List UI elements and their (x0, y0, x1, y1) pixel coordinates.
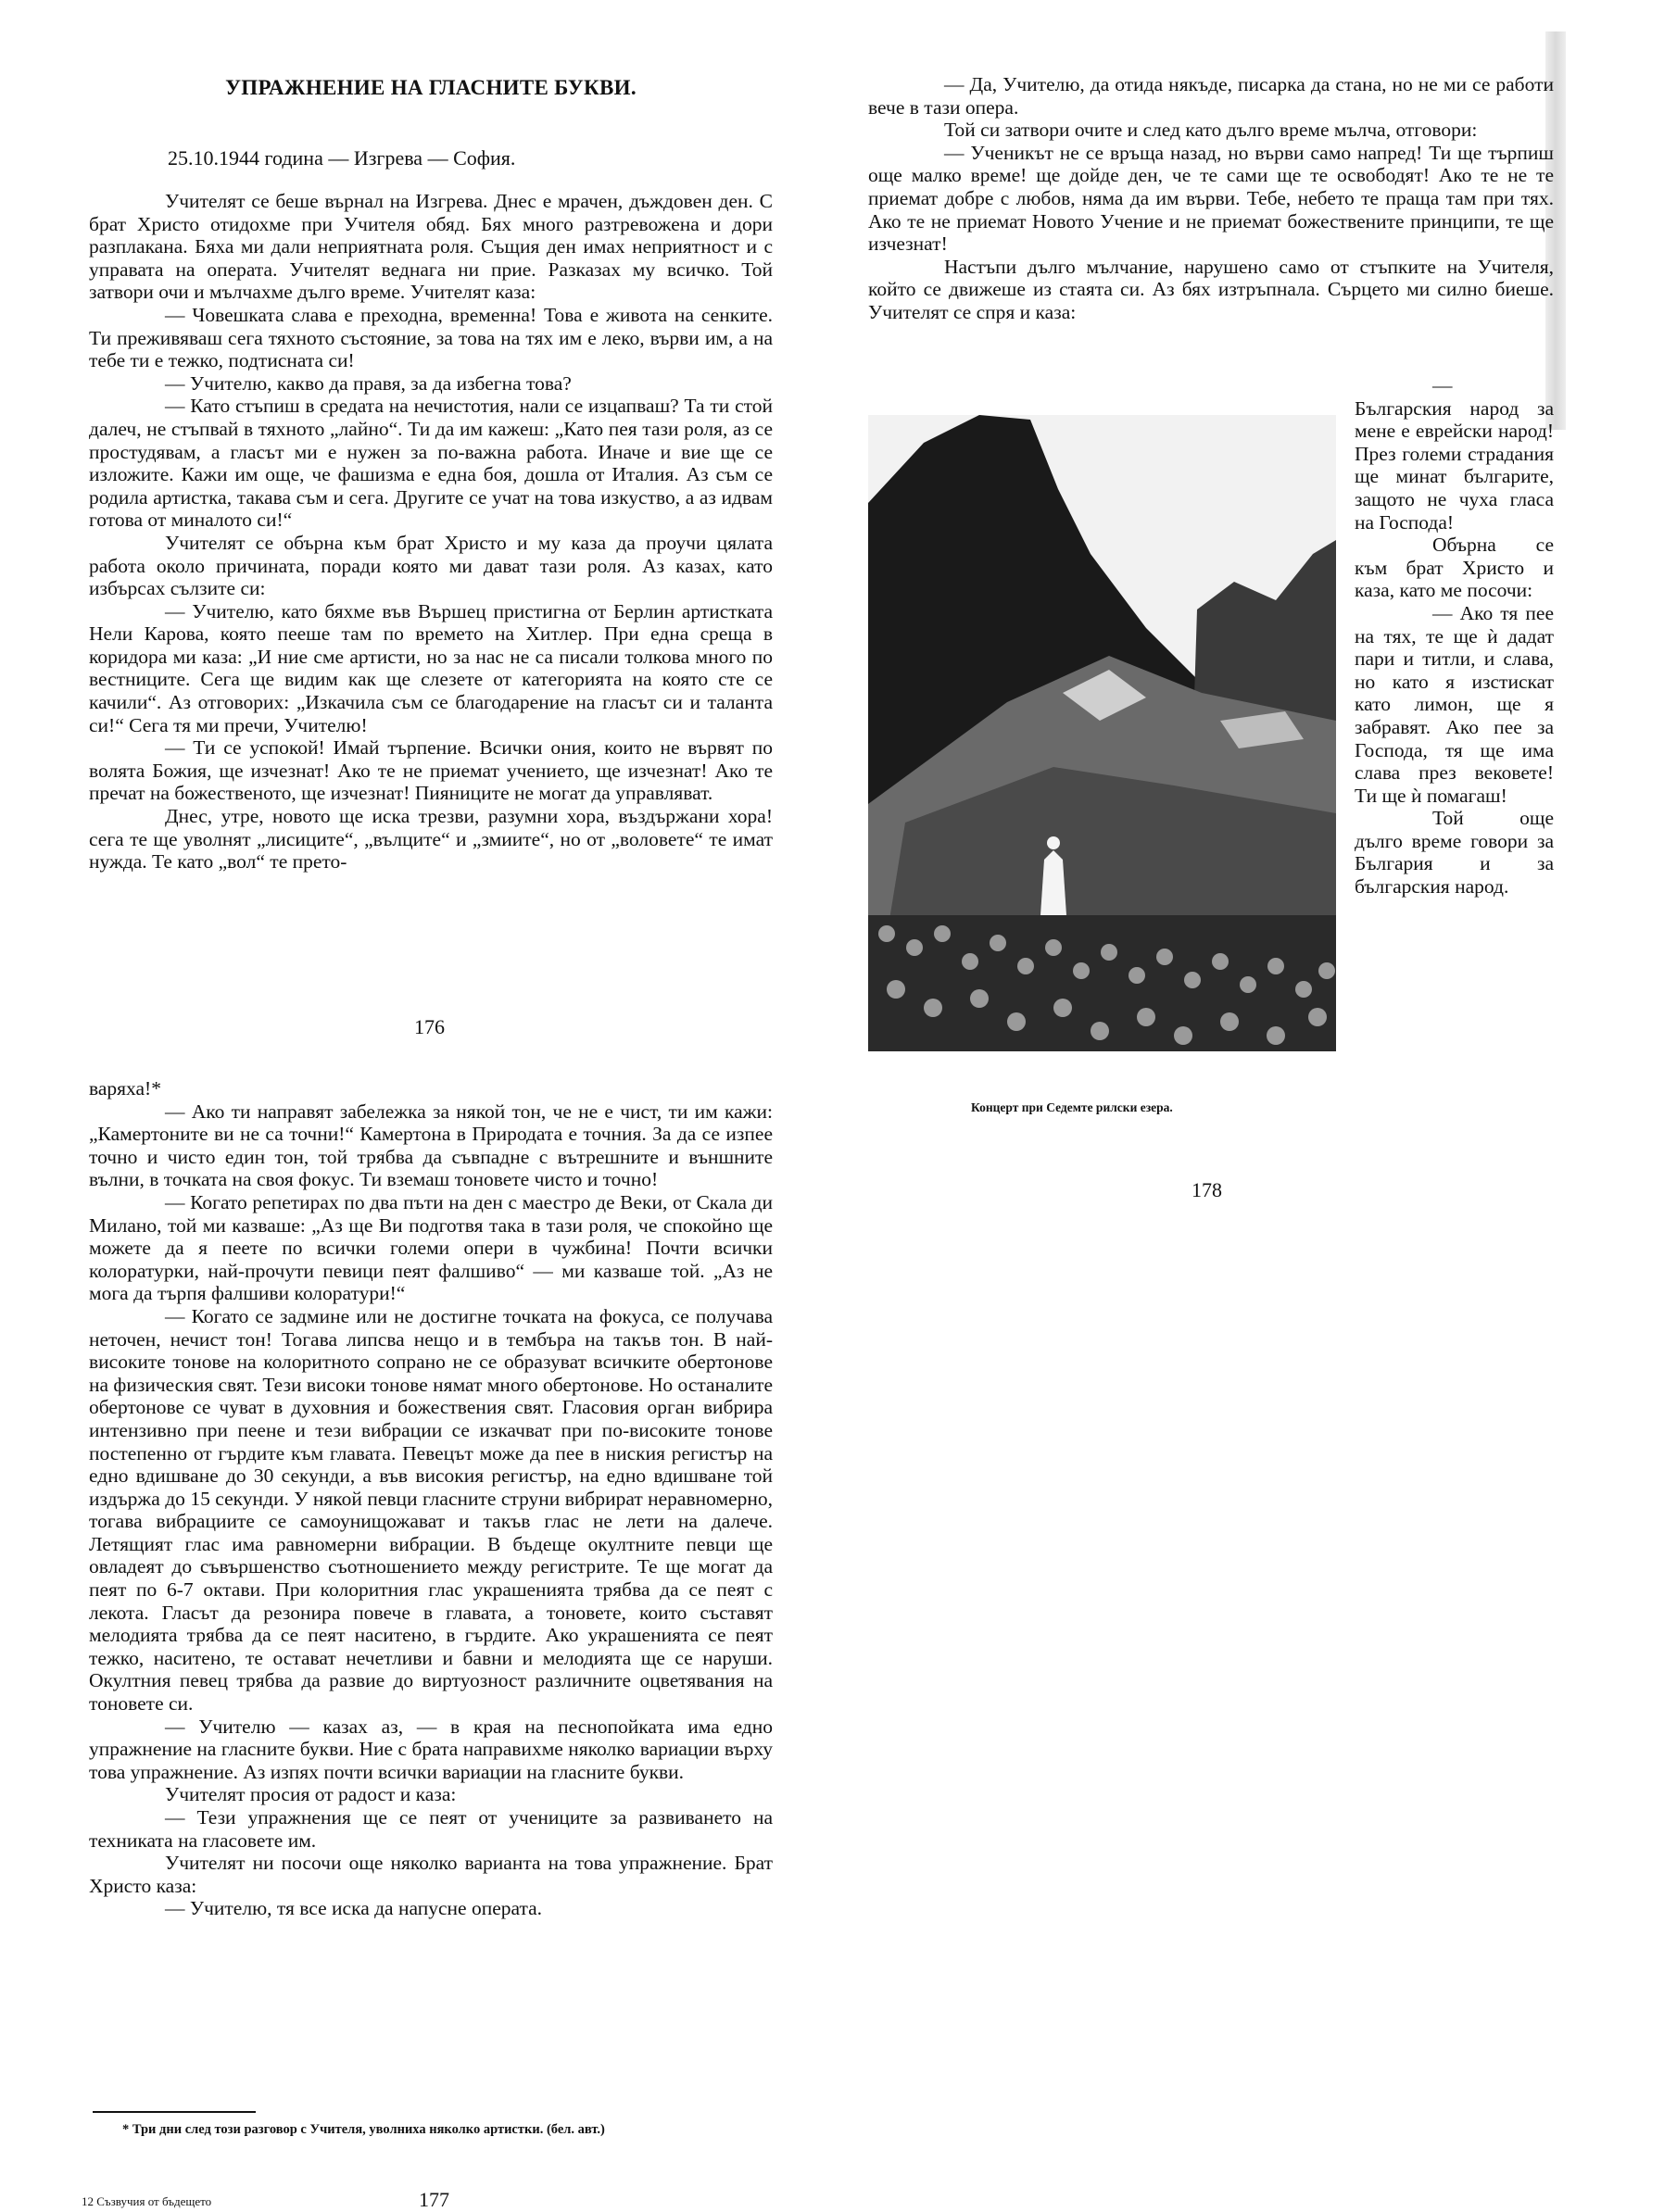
footnote-rule (93, 2111, 256, 2113)
paragraph: Учителят се обърна към брат Христо и му каза да проучи цялата работа около причината, поради която ми дават тази роля. Аз казах, като избърсах сълзите си: (89, 531, 773, 600)
paragraph: — Учителю, като бяхме във Вършец пристигна от Берлин артистката Нели Карова, която пееше там по времето на Хитлер. При една среща в коридора ми каза: „И ние сме артисти, но за нас не са писали толкова много по вестниците. Сега ще видим как ще слезете от категорията на която сте се качили“. Аз отговорих: „Изкачила съм се благодарение на гласът си и таланта си!“ Сега тя ми пречи, Учителю! (89, 599, 773, 736)
mountain-concert-photo (868, 415, 1336, 1051)
photo-caption: Концерт при Седемте рилски езера. (971, 1100, 1173, 1114)
photo-wrap-text (1355, 374, 1554, 899)
paragraph: Учителят ни посочи още няколко варианта на това упражнение. Брат Христо каза: (89, 1852, 773, 1897)
page-number-178: 178 (1192, 1178, 1222, 1201)
page-178-text (868, 73, 1554, 324)
footnote: * Три дни след този разговор с Учителя, уволниха няколко артистки. (бел. авт.) (122, 2122, 605, 2137)
chapter-title: УПРАЖНЕНИЕ НА ГЛАСНИТЕ БУКВИ. (225, 76, 637, 99)
paragraph: Настъпи дълго мълчание, нарушено само от стъпките на Учителя, който се движеше из стаята си. Аз бях изтръпнала. Сърцето ми силно биеше. Учителят се спря и каза: (868, 255, 1554, 323)
paragraph: — Учителю — казах аз, — в края на песнопойката има едно упражнение на гласните букви. Ние с брата направихме няколко вариации върху това упражнение. Аз изпях почти всички вариации на гласните букви. (89, 1715, 773, 1783)
paragraph: — Ако тя пее на тях, те ще ѝ дадат пари и титли, и слава, но като я изстискат като лимон, ще я забравят. Ако пее за Господа, тя ще има слава през вековете! Ти ще ѝ помагаш! (1355, 601, 1554, 807)
paragraph: — Като стъпиш в средата на нечистотия, нали се изцапваш? Та ти стой далеч, не стъпвай в тяхното „лайно“. Ти да им кажеш: „Като пея тази роля, аз се простудявам, а гласът ми е нужен за по-важна работа. Иначе и вие ще се изложите. Кажи им още, че фашизма е една боя, дошла от Италия. Аз съм се родила артистка, такава съм и сега. Другите се учат на това изкуство, а аз идвам готова от миналото си!“ (89, 395, 773, 532)
paragraph: — Учителю, какво да правя, за да избегна това? (165, 371, 572, 395)
paragraph: — Да, Учителю, да отида някъде, писарка да стана, но не ми се работи вече в тази опера. (868, 73, 1554, 119)
paragraph: — Тези упражнения ще се пеят от учениците за развиването на техниката на гласовете им. (89, 1806, 773, 1852)
paragraph: — Ти се успокой! Имай търпение. Всички ония, които не вървят по волята Божия, ще изчезнат! Ако те не приемат учението, ще изчезнат! Ако те пречат на божественото, ще изчезнат! Пияниците не могат да управляват. (89, 736, 773, 805)
paragraph: — Българския народ за мене е еврейски народ! През големи страдания ще минат българите, защото не чуха гласа на Господа! (1355, 374, 1554, 534)
paragraph: Учителят просия от радост и каза: (165, 1783, 457, 1806)
paragraph: Обърна се към брат Христо и каза, като ме посочи: (1355, 534, 1554, 602)
paragraph: — Учителю, тя все иска да напусне операта. (165, 1897, 543, 1920)
page-177-text (89, 1077, 773, 1920)
paragraph: Учителят се беше върнал на Изгрева. Днес е мрачен, дъждовен ден. С брат Христо отидохме при Учителя обяд. Бях много разтревожена и дори разплакана. Бяха ми дали неприятната роля. Същия ден имах неприятност и с управата на операта. Учителят веднага ни прие. Разказах му всичко. Той затвори очи и мълчахме дълго време. Учителят каза: (89, 190, 773, 304)
paragraph: Той още дълго време говори за България и за българския народ. (1355, 807, 1554, 899)
paragraph: — Когато се задмине или не достигне точката на фокуса, се получава неточен, нечист тон! Тогава липсва нещо и в тембъра на такъв тон. В най-високите тонове на колоритното сопрано не се образуват всичките обертонове на физическия свят. Тези високи тонове нямат много обертонове. Но останалите обертонове се чуват в духовния и божествения свят. Гласовия орган вибрира интензивно при пеене и тези вибрации се изкачват при по-високите тонове постепенно от гърдите към главата. Певецът може да пее в ниския регистър на едно вдишване до 30 секунди, а във високия регистър, на едно вдишване той издържа до 15 секунди. У някой певци гласните струни вибрират неравномерно, тогава вибрациите се самоунищожават и такъв глас не лети на далече. Летящият глас има равномерни вибрации. В бъдеще окултните певци ще овладеят до съвършенство съотношението между регистрите. Те ще могат да пеят по 6-7 октави. При колоритния глас украшенията трябва да се пеят с лекота. Гласът да резонира повече в главата, а тоновете, които съставят мелодията трябва да се пеят наситено, в гърдите. Ако украшенията се пеят тежко, наситено, те остават нечетливи и бавни и мелодията ще се наруши. Окултния певец трябва да развие до виртуозност различните оцветявания на тоновете си. (89, 1304, 773, 1716)
continuation-line: варяха!* (89, 1077, 161, 1100)
paragraph: Днес, утре, новото ще иска трезви, разумни хора, въздържани хора! сега те ще уволнят „лисиците“, „вълците“ и „змиите“, но от „воловете“ те имат нужда. Те като „вол“ те прето- (89, 805, 773, 873)
paragraph: — Когато репетирах по два пъти на ден с маестро де Веки, от Скала ди Милано, той ми казваше: „Аз ще Ви подготвя така в тази роля, че спокойно ще можете да я пеете по всички големи опери в чужбина! Почти всички колоратурки, най-прочути певици пеят фалшиво“ — ми казваше той. „Аз не мога да търпя фалшиви колоратури!“ (89, 1190, 773, 1305)
paragraph: — Ако ти направят забележка за някой тон, че не е чист, ти им кажи: „Камертоните ви не са точни!“ Камертона в Природата е точния. За да се изпее точно и чисто един тон, той трябва да съвпадне с вътрешните и външните вълни, в точката на своя фокус. Ти вземаш тоновете чисто и точно! (89, 1100, 773, 1191)
page-number-177: 177 (419, 2188, 449, 2211)
paragraph: — Човешката слава е преходна, временна! Това е живота на сенките. Ти преживяваш сега тяхното състояние, за това на тях им е леко, върви им, а на тебе ти е тежко, подтисната си! (89, 303, 773, 372)
dateline: 25.10.1944 година — Изгрева — София. (168, 146, 516, 170)
page-176-text (89, 190, 773, 873)
page-number-176: 176 (414, 1015, 445, 1038)
book-signature: 12 Съзвучия от бъдещето (82, 2194, 212, 2208)
paragraph: — Ученикът не се връща назад, но върви само напред! Ти ще търпиш още малко време! ще дойде ден, че те сами ще те освободят! Ако те не те приемат добре с любов, няма да им върви. Тебе, небето те праща там при тях. Ако те не приемат Новото Учение и не приемат божествените принципи, те ще изчезнат! (868, 141, 1554, 256)
paragraph: Той си затвори очите и след като дълго време мълча, отговори: (944, 119, 1478, 142)
